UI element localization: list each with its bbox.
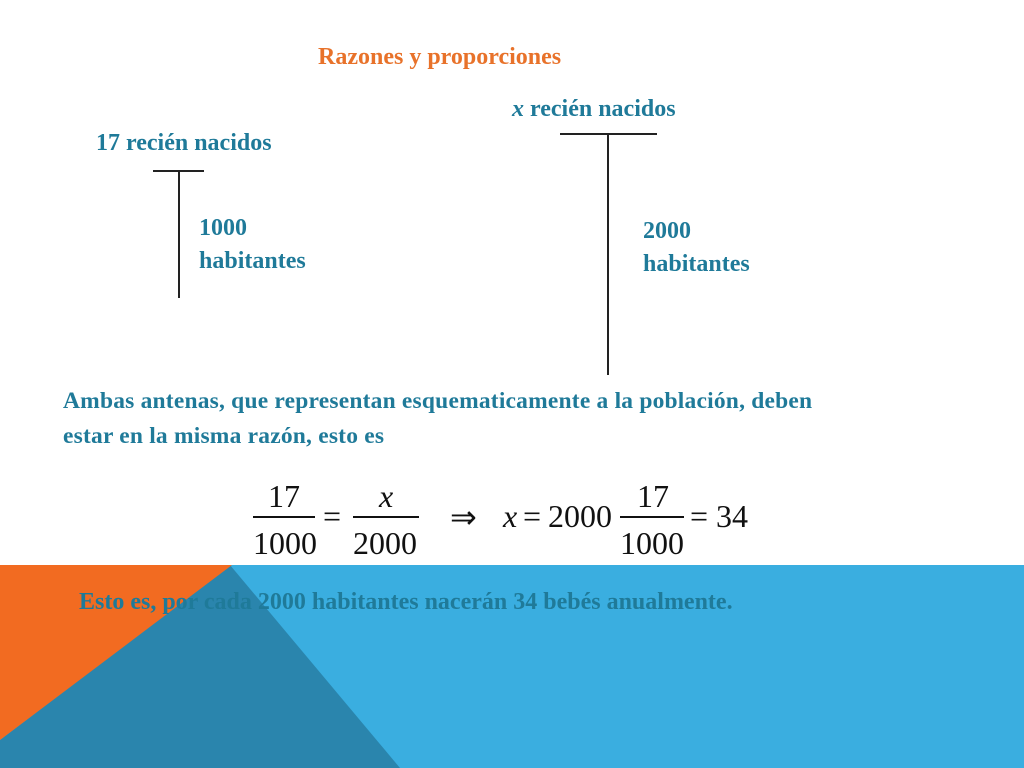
antenna2-top-label (512, 93, 676, 126)
antenna2-top-variable: x (512, 96, 524, 122)
fraction2-denominator: 2000 (353, 525, 417, 561)
antenna2-top-text: recién nacidos (530, 96, 676, 122)
fraction2-bar (353, 516, 419, 518)
fraction1-numerator: 17 (268, 478, 300, 514)
fraction3-denominator: 1000 (620, 525, 684, 561)
fraction2-numerator: x (379, 478, 394, 514)
antenna1-bottom-number: 1000 (199, 215, 247, 241)
fraction3-numerator: 17 (637, 478, 669, 514)
result-value: 34 (716, 498, 748, 534)
antenna2-bottom-label (643, 215, 750, 281)
explanation-line-2: estar en la misma razón, esto es (63, 423, 385, 449)
page-title: Razones y proporciones (318, 44, 562, 70)
explanation-line-1: Ambas antenas, que representan esquematicamente a la población, deben (63, 388, 813, 414)
antenna1-mast (178, 170, 180, 298)
fraction1-bar (253, 516, 315, 518)
equals-sign-2: = (523, 498, 542, 534)
coefficient: 2000 (548, 498, 612, 534)
result-variable: x (503, 498, 518, 534)
equals-sign-1: = (323, 498, 342, 534)
equals-sign-3: = (690, 498, 709, 534)
antenna1-bottom-word: habitantes (199, 248, 306, 274)
antenna1-bottom-label (199, 212, 306, 278)
conclusion-text: Esto es, por cada 2000 habitantes nacerán 34 bebés anualmente. (79, 589, 733, 615)
antenna2-mast (607, 133, 609, 375)
antenna2-bottom-number: 2000 (643, 218, 691, 244)
explanation-paragraph (63, 384, 812, 454)
fraction3-bar (620, 516, 684, 518)
antenna2-bottom-word: habitantes (643, 251, 750, 277)
fraction1-denominator: 1000 (253, 525, 317, 561)
implies-arrow: ⇒ (450, 499, 477, 535)
antenna1-top-label: 17 recién nacidos (96, 130, 272, 156)
antenna2-crossbar (560, 133, 657, 135)
